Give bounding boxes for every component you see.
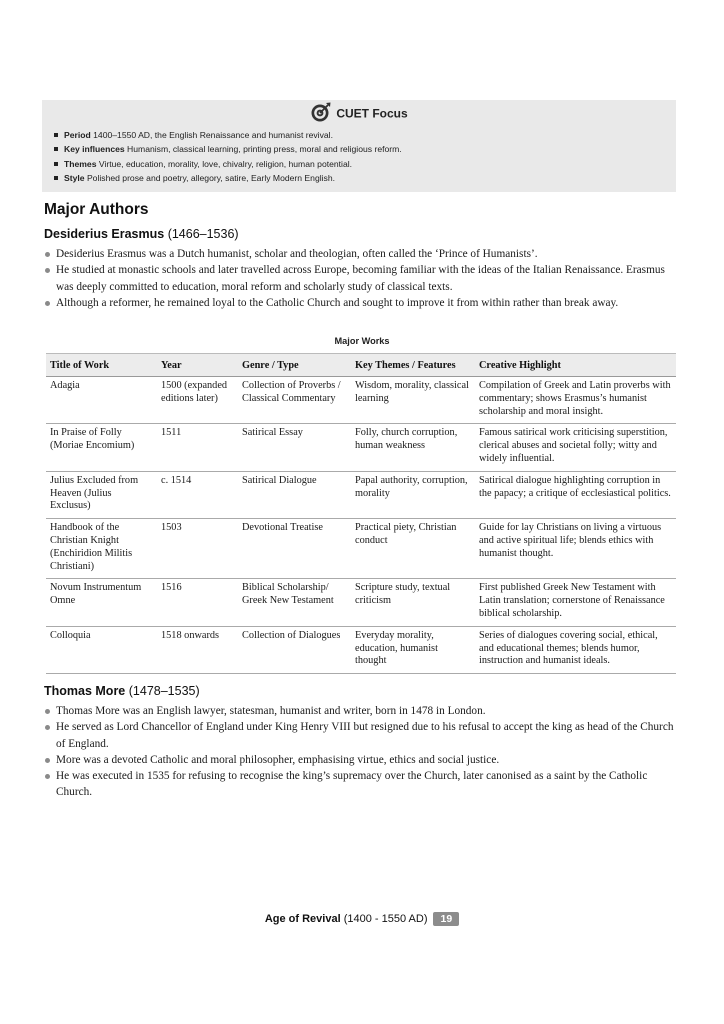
list-item: He was executed in 1535 for refusing to recognise the king’s supremacy over the Church, later canonised as a saint by the Catholic Church. xyxy=(44,768,680,801)
table-cell: Series of dialogues covering social, ethical, and educational themes; blends humor, instruction and humanist ideals. xyxy=(475,626,676,673)
focus-list xyxy=(54,128,402,185)
column-header: Creative Highlight xyxy=(475,354,676,377)
table-row xyxy=(46,626,676,673)
table-cell: Satirical dialogue highlighting corruption in the papacy; a critique of ecclesiastical politics. xyxy=(475,471,676,518)
major-works-table xyxy=(46,353,676,674)
table-cell: 1503 xyxy=(157,519,238,579)
table-header-row xyxy=(46,354,676,377)
table-cell: Adagia xyxy=(46,377,157,424)
table-cell: Satirical Dialogue xyxy=(238,471,351,518)
table-cell: Novum Instrumentum Omne xyxy=(46,579,157,626)
table-cell: Handbook of the Christian Knight (Enchiridion Militis Christiani) xyxy=(46,519,157,579)
table-cell: 1511 xyxy=(157,424,238,471)
table-cell: Famous satirical work criticising superstition, clerical abuses and societal folly; witty and widely influential. xyxy=(475,424,676,471)
table-cell: Wisdom, morality, classical learning xyxy=(351,377,475,424)
table-cell: Compilation of Greek and Latin proverbs with commentary; shows Erasmus’s humanist scholarship and moral insight. xyxy=(475,377,676,424)
focus-item-style: Style Polished prose and poetry, allegory, satire, Early Modern English. xyxy=(54,171,402,185)
table-row xyxy=(46,377,676,424)
table-cell: 1518 onwards xyxy=(157,626,238,673)
target-icon xyxy=(310,101,332,126)
list-item: More was a devoted Catholic and moral philosopher, emphasising virtue, ethics and social justice. xyxy=(44,752,680,768)
erasmus-bullets xyxy=(44,246,680,311)
table-cell: In Praise of Folly (Moriae Encomium) xyxy=(46,424,157,471)
table-cell: Everyday morality, education, humanist thought xyxy=(351,626,475,673)
table-cell: Devotional Treatise xyxy=(238,519,351,579)
table-cell: Collection of Proverbs / Classical Commentary xyxy=(238,377,351,424)
list-item: Although a reformer, he remained loyal to the Catholic Church and sought to improve it from within rather than break away. xyxy=(44,295,680,311)
focus-item-themes: Themes Virtue, education, morality, love, chivalry, religion, human potential. xyxy=(54,157,402,171)
column-header: Title of Work xyxy=(46,354,157,377)
table-cell: Scripture study, textual criticism xyxy=(351,579,475,626)
table-row xyxy=(46,579,676,626)
column-header: Key Themes / Features xyxy=(351,354,475,377)
table-row xyxy=(46,519,676,579)
focus-item-key-influences: Key influences Humanism, classical learning, printing press, moral and religious reform. xyxy=(54,142,402,156)
list-item: He studied at monastic schools and later travelled across Europe, becoming familiar with the ideas of the Italian Renaissance. Erasmus was deeply committed to education, moral reform and scholarly study of classical texts. xyxy=(44,262,680,295)
list-item: Desiderius Erasmus was a Dutch humanist, scholar and theologian, often called the ‘Prince of Humanists’. xyxy=(44,246,680,262)
table-cell: 1516 xyxy=(157,579,238,626)
table-cell: Folly, church corruption, human weakness xyxy=(351,424,475,471)
table-row xyxy=(46,424,676,471)
table-cell: Papal authority, corruption, morality xyxy=(351,471,475,518)
table-cell: Biblical Scholarship/ Greek New Testament xyxy=(238,579,351,626)
list-item: Thomas More was an English lawyer, statesman, humanist and writer, born in 1478 in London. xyxy=(44,703,680,719)
focus-item-period: Period 1400–1550 AD, the English Renaissance and humanist revival. xyxy=(54,128,402,142)
table-cell: Guide for lay Christians on living a virtuous and active spiritual life; blends ethics with humanist thought. xyxy=(475,519,676,579)
more-heading: Thomas More (1478–1535) xyxy=(44,684,200,698)
more-bullets xyxy=(44,703,680,801)
focus-title: CUET Focus xyxy=(42,101,676,126)
table-cell: Collection of Dialogues xyxy=(238,626,351,673)
table-cell: c. 1514 xyxy=(157,471,238,518)
cuet-focus-box xyxy=(42,100,676,192)
section-title: Major Authors xyxy=(44,201,149,218)
column-header: Year xyxy=(157,354,238,377)
works-caption: Major Works xyxy=(334,336,390,346)
table-cell: First published Greek New Testament with Latin translation; cornerstone of Renaissance biblical scholarship. xyxy=(475,579,676,626)
table-cell: 1500 (expanded editions later) xyxy=(157,377,238,424)
table-cell: Practical piety, Christian conduct xyxy=(351,519,475,579)
page-footer: Age of Revival (1400 - 1550 AD) 19 xyxy=(0,912,724,926)
erasmus-heading: Desiderius Erasmus (1466–1536) xyxy=(44,227,239,241)
table-cell: Satirical Essay xyxy=(238,424,351,471)
table-row xyxy=(46,471,676,518)
column-header: Genre / Type xyxy=(238,354,351,377)
page-number: 19 xyxy=(433,912,459,926)
table-cell: Colloquia xyxy=(46,626,157,673)
table-cell: Julius Excluded from Heaven (Julius Exclusus) xyxy=(46,471,157,518)
list-item: He served as Lord Chancellor of England under King Henry VIII but resigned due to his refusal to accept the king as head of the Church of England. xyxy=(44,719,680,752)
